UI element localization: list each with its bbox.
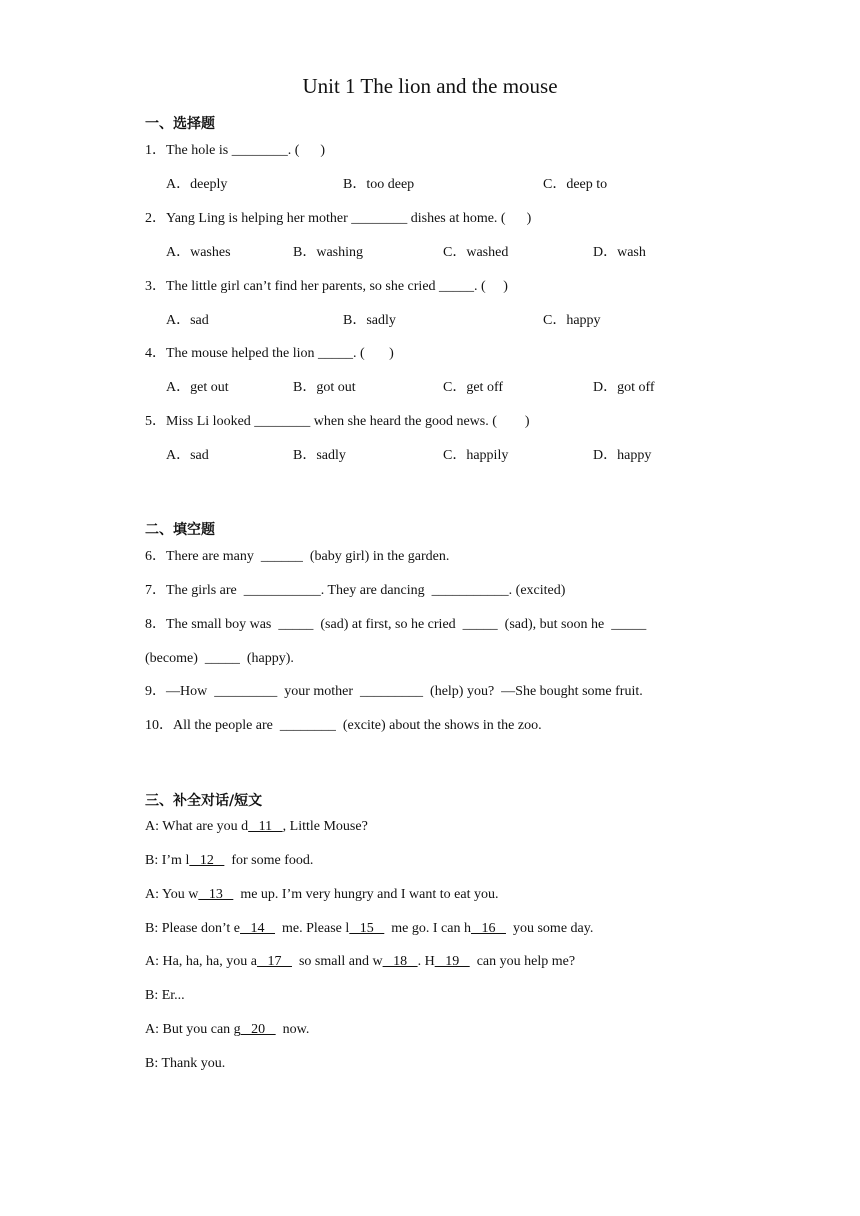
dialogue-text: me go. I can h <box>384 921 471 936</box>
question-stem: 3．The little girl can’t find her parents, so she cried _____. ( ) <box>145 279 508 294</box>
dialogue-text: B: Thank you. <box>145 1056 226 1071</box>
option-c: C．deep to <box>543 177 608 192</box>
option-b: B．sadly <box>293 448 346 463</box>
option-b: B．too deep <box>343 177 415 192</box>
question-stem: 5．Miss Li looked ________ when she heard the good news. ( ) <box>145 414 530 429</box>
option-d: D．wash <box>593 245 646 260</box>
dialogue-text: A: Ha, ha, ha, you a <box>145 954 257 969</box>
question-options <box>166 176 726 194</box>
section-heading-fill: 二、填空题 <box>145 522 215 538</box>
dialogue-text: me. Please l <box>275 921 350 936</box>
blank-20: 20 <box>240 1022 276 1037</box>
dialogue-text: A: But you can g <box>145 1022 241 1037</box>
blank-18: 18 <box>382 954 418 969</box>
option-a: A．deeply <box>166 177 228 192</box>
dialogue-text: . H <box>417 954 435 969</box>
dialogue-text: A: You w <box>145 887 199 902</box>
option-d: D．got off <box>593 380 655 395</box>
dialogue-line <box>145 953 575 971</box>
fill-line: 10．All the people are ________ (excite) about the shows in the zoo. <box>145 718 542 733</box>
dialogue-line <box>145 920 593 938</box>
option-b: B．washing <box>293 245 363 260</box>
option-c: C．washed <box>443 245 509 260</box>
fill-line: 6．There are many ______ (baby girl) in the garden. <box>145 549 450 564</box>
option-a: A．get out <box>166 380 229 395</box>
option-b: B．got out <box>293 380 356 395</box>
blank-11: 11 <box>248 819 283 834</box>
question-options <box>166 447 726 465</box>
blank-19: 19 <box>434 954 470 969</box>
section-heading-choice: 一、选择题 <box>145 116 215 132</box>
dialogue-line <box>145 987 185 1005</box>
blank-16: 16 <box>470 921 506 936</box>
dialogue-text: B: Please don’t e <box>145 921 241 936</box>
dialogue-text: me up. I’m very hungry and I want to eat you. <box>233 887 499 902</box>
page-title: Unit 1 The lion and the mouse <box>302 74 558 98</box>
fill-line: 7．The girls are ___________. They are dancing ___________. (excited) <box>145 583 566 598</box>
blank-13: 13 <box>198 887 234 902</box>
dialogue-text: , Little Mouse? <box>282 819 368 834</box>
dialogue-line <box>145 852 313 870</box>
question-stem: 1．The hole is ________. ( ) <box>145 143 326 158</box>
dialogue-text: for some food. <box>224 853 314 868</box>
dialogue-text: A: What are you d <box>145 819 249 834</box>
dialogue-line <box>145 886 498 904</box>
dialogue-text: can you help me? <box>469 954 576 969</box>
dialogue-text: now. <box>275 1022 310 1037</box>
option-c: C．happily <box>443 448 509 463</box>
option-d: D．happy <box>593 448 652 463</box>
dialogue-text: so small and w <box>291 954 383 969</box>
dialogue-text: B: Er... <box>145 988 185 1003</box>
dialogue-text: B: I’m l <box>145 853 190 868</box>
blank-17: 17 <box>256 954 292 969</box>
option-c: C．get off <box>443 380 504 395</box>
option-c: C．happy <box>543 313 601 328</box>
question-options <box>166 244 726 262</box>
fill-line: 8．The small boy was _____ (sad) at first, so he cried _____ (sad), but soon he _____ <box>145 617 647 632</box>
option-a: A．washes <box>166 245 231 260</box>
dialogue-line <box>145 1021 309 1039</box>
section-heading-dialogue: 三、补全对话/短文 <box>145 793 263 809</box>
blank-15: 15 <box>349 921 385 936</box>
fill-line: 9．—How _________ your mother _________ (help) you? —She bought some fruit. <box>145 684 643 699</box>
question-stem: 4．The mouse helped the lion _____. ( ) <box>145 346 394 361</box>
question-options <box>166 312 726 330</box>
option-b: B．sadly <box>343 313 396 328</box>
dialogue-text: you some day. <box>505 921 594 936</box>
dialogue-line <box>145 818 368 836</box>
option-a: A．sad <box>166 448 209 463</box>
fill-line: (become) _____ (happy). <box>145 651 294 666</box>
option-a: A．sad <box>166 313 209 328</box>
dialogue-line <box>145 1055 225 1073</box>
question-options <box>166 379 726 397</box>
blank-14: 14 <box>240 921 276 936</box>
blank-12: 12 <box>189 853 225 868</box>
question-stem: 2．Yang Ling is helping her mother ________ dishes at home. ( ) <box>145 211 532 226</box>
